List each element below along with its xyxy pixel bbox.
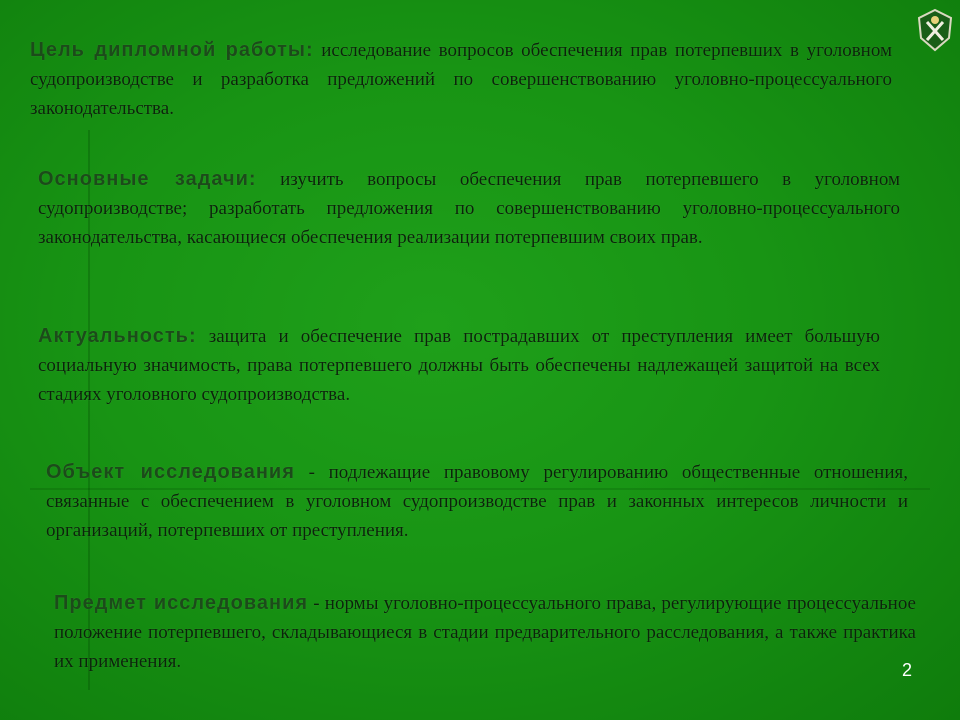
section-label: Актуальность:	[38, 325, 197, 347]
section-text: - подлежащие правовому регулированию общественные отношения, связанные с обеспечением в уголовном судопроизводстве прав и законных интересов личности и организаций, потерпевших от преступления.	[46, 462, 908, 541]
section-label: Основные задачи:	[38, 168, 257, 190]
section-goal	[30, 36, 892, 123]
page-number: 2	[902, 660, 913, 680]
section-text: исследование вопросов обеспечения прав потерпевших в уголовном судопроизводстве и разработка предложений по совершенствованию уголовно-процессуального законодательства.	[30, 40, 892, 119]
section-label: Цель дипломной работы:	[30, 39, 314, 61]
section-text: защита и обеспечение прав пострадавших от преступления имеет большую социальную значимость, права потерпевшего должны быть обеспечены надлежащей защитой на всех стадиях уголовного судопроизводства.	[38, 326, 880, 405]
section-subject	[54, 589, 916, 676]
section-label: Объект исследования	[46, 461, 295, 483]
section-object	[46, 458, 908, 545]
emblem-icon	[915, 8, 955, 52]
section-label: Предмет исследования	[54, 592, 309, 614]
section-text: изучить вопросы обеспечения прав потерпевшего в уголовном судопроизводстве; разработать предложения по совершенствованию уголовно-процессуального законодательства, касающиеся обеспечения реализации потерпевшим своих прав.	[38, 169, 900, 248]
section-tasks	[38, 165, 900, 252]
section-relevance	[38, 322, 880, 409]
section-text: - нормы уголовно-процессуального права, регулирующие процессуальное положение потерпевшего, складывающиеся в стадии предварительного расследования, а также практика их применения.	[54, 593, 916, 672]
